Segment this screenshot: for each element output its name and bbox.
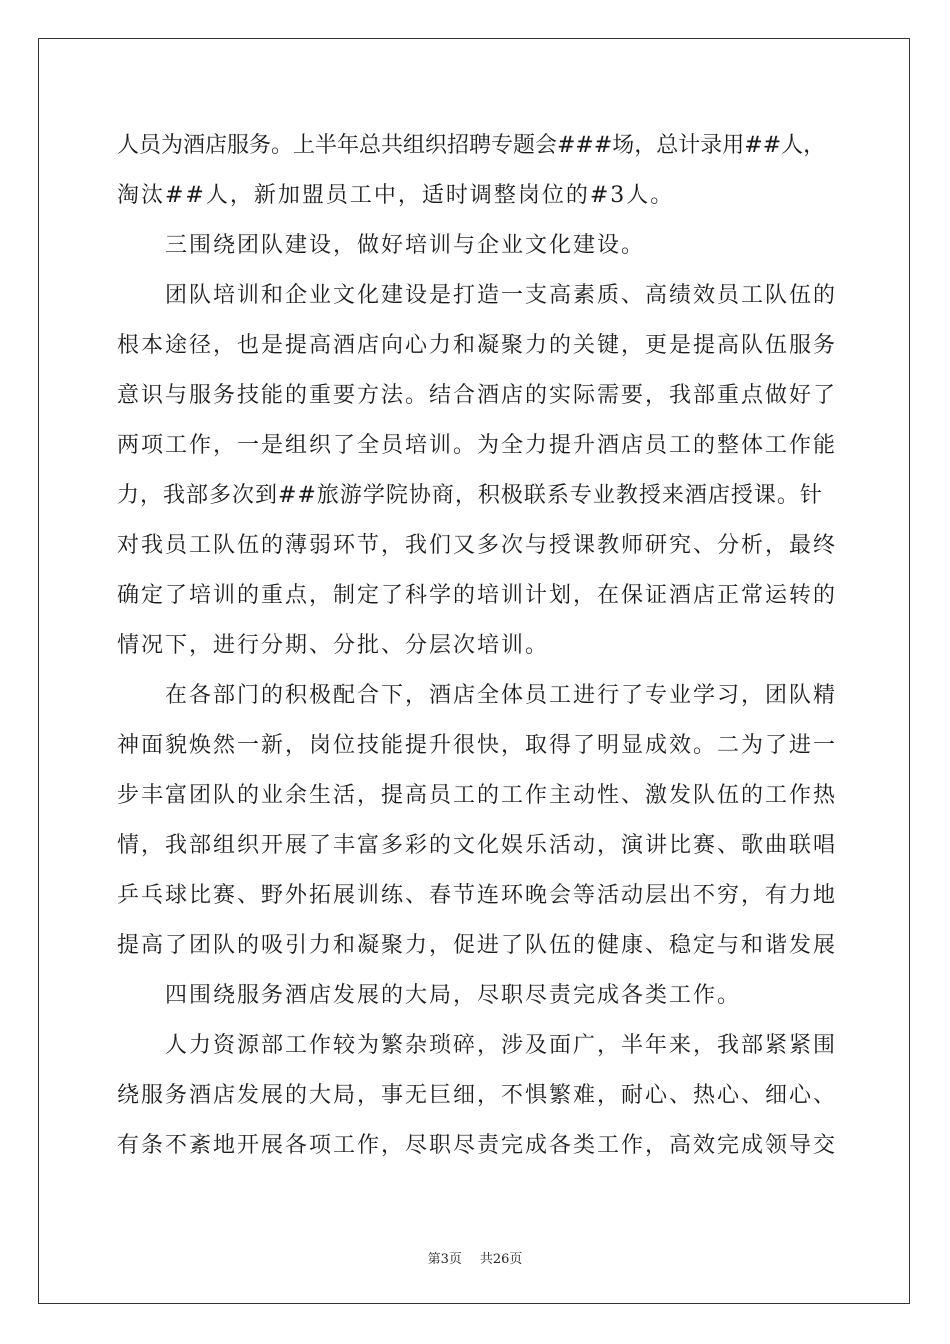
text-line: 意识与服务技能的重要方法。结合酒店的实际需要，我部重点做好了 — [117, 383, 838, 408]
document-body — [117, 131, 837, 1181]
text-line: 确定了培训的重点，制定了科学的培训计划，在保证酒店正常运转的 — [117, 583, 838, 608]
text-line: 根本途径，也是提高酒店向心力和凝聚力的关键，更是提高队伍服务 — [117, 333, 838, 358]
text-line: 力，我部多次到##旅游学院协商，积极联系专业教授来酒店授课。针 — [117, 483, 823, 508]
text-line: 情，我部组织开展了丰富多彩的文化娱乐活动，演讲比赛、歌曲联唱 — [117, 833, 838, 858]
page-footer — [0, 1248, 950, 1267]
text-line: 四围绕服务酒店发展的大局，尽职尽责完成各类工作。 — [165, 983, 742, 1008]
text-line: 淘汰##人，新加盟员工中，适时调整岗位的#3人。 — [117, 183, 675, 208]
text-line: 步丰富团队的业余生活，提高员工的工作主动性、激发队伍的工作热 — [117, 783, 838, 808]
text-line: 团队培训和企业文化建设是打造一支高素质、高绩效员工队伍的 — [165, 283, 838, 308]
text-line: 提高了团队的吸引力和凝聚力，促进了队伍的健康、稳定与和谐发展 — [117, 933, 838, 958]
text-line: 乒乓球比赛、野外拓展训练、春节连环晚会等活动层出不穷，有力地 — [117, 883, 838, 908]
text-line: 对我员工队伍的薄弱环节，我们又多次与授课教师研究、分析，最终 — [117, 533, 838, 558]
text-line: 人员为酒店服务。上半年总共组织招聘专题会###场，总计录用##人， — [117, 133, 826, 158]
text-line: 在各部门的积极配合下，酒店全体员工进行了专业学习，团队精 — [165, 683, 838, 708]
text-line: 三围绕团队建设，做好培训与企业文化建设。 — [165, 233, 646, 258]
page-total: 共26页 — [479, 1252, 523, 1267]
text-line: 神面貌焕然一新，岗位技能提升很快，取得了明显成效。二为了进一 — [117, 733, 838, 758]
text-line: 绕服务酒店发展的大局，事无巨细，不惧繁难，耐心、热心、细心、 — [117, 1083, 838, 1108]
text-line: 有条不紊地开展各项工作，尽职尽责完成各类工作，高效完成领导交 — [117, 1133, 838, 1158]
text-line: 两项工作，一是组织了全员培训。为全力提升酒店员工的整体工作能 — [117, 433, 838, 458]
text-line: 情况下，进行分期、分批、分层次培训。 — [117, 633, 550, 658]
text-line: 人力资源部工作较为繁杂琐碎，涉及面广，半年来，我部紧紧围 — [165, 1033, 838, 1058]
page-number: 第3页 — [427, 1252, 462, 1267]
